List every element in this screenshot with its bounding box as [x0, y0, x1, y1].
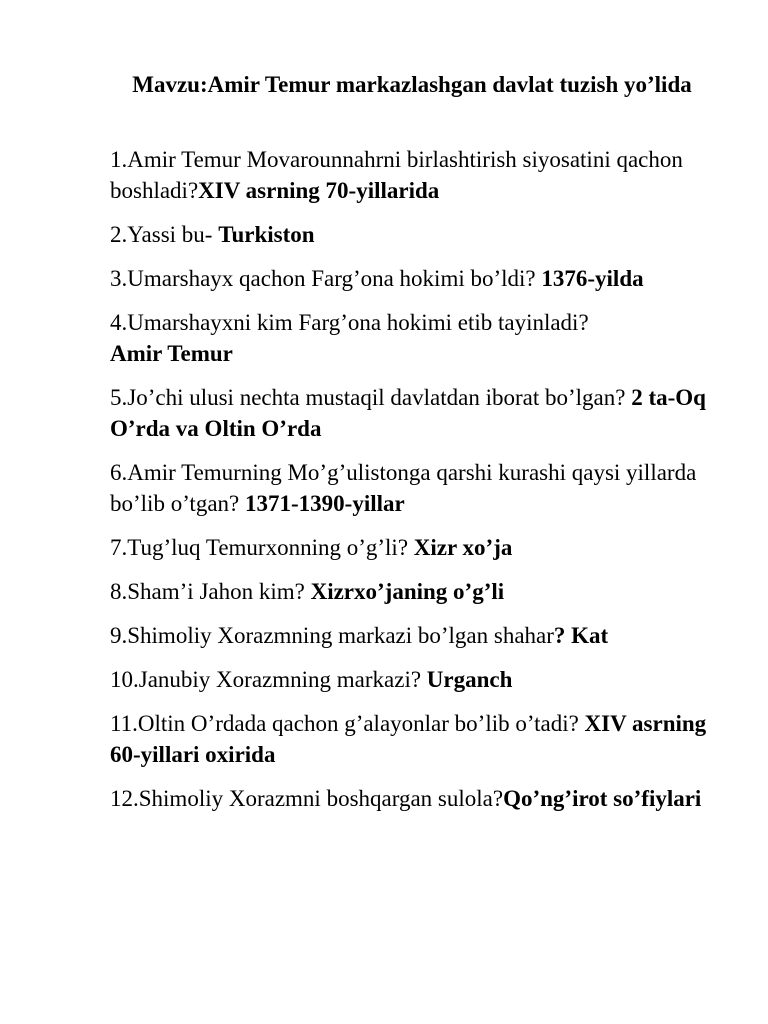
question-text: 8.Sham’i Jahon kim? — [110, 579, 311, 604]
answer-text: Xizr xo’ja — [413, 535, 513, 560]
list-item — [110, 457, 714, 519]
answer-text: Qo’ng’irot so’fiylari — [503, 786, 702, 811]
answer-text: XIV asrning 70-yillarida — [198, 178, 440, 203]
question-text: 10.Janubiy Xorazmning markazi? — [110, 667, 427, 692]
answer-text: XIV asrning 60-yillari oxirida — [110, 711, 707, 767]
question-list — [110, 144, 714, 827]
list-item — [110, 620, 714, 651]
question-text: 2.Yassi bu- — [110, 222, 219, 247]
question-text: 4.Umarshayxni kim Farg’ona hokimi etib tayinladi? — [110, 310, 589, 335]
question-text: 6.Amir Temurning Mo’g’ulistonga qarshi kurashi qaysi yillarda bo’lib o’tgan? — [110, 460, 697, 516]
question-text: 11.Oltin O’rdada qachon g’alayonlar bo’lib o’tadi? — [110, 711, 585, 736]
question-text: 1.Amir Temur Movarounnahrni birlashtirish siyosatini qachon boshladi? — [110, 147, 683, 203]
answer-text: 2 ta-Oq O’rda va Oltin O’rda — [110, 385, 706, 441]
list-item — [110, 382, 714, 444]
list-item — [110, 144, 714, 206]
list-item — [110, 307, 714, 369]
answer-text: Amir Temur — [110, 341, 233, 366]
list-item — [110, 664, 714, 695]
question-text: 3.Umarshayx qachon Farg’ona hokimi bo’ldi? — [110, 266, 542, 291]
question-text: 12.Shimoliy Xorazmni boshqargan sulola? — [110, 786, 504, 811]
list-item — [110, 783, 714, 814]
question-text: 5.Jo’chi ulusi nechta mustaqil davlatdan iborat bo’lgan? — [110, 385, 632, 410]
list-item — [110, 532, 714, 563]
answer-text: ? Kat — [553, 623, 609, 648]
answer-text: 1371-1390-yillar — [245, 491, 405, 516]
list-item — [110, 219, 714, 250]
list-item — [110, 576, 714, 607]
answer-text: 1376-yilda — [541, 266, 644, 291]
list-item — [110, 263, 714, 294]
list-item — [110, 708, 714, 770]
document-title: Mavzu:Amir Temur markazlashgan davlat tuzish yo’lida — [132, 72, 692, 97]
question-text: 9.Shimoliy Xorazmning markazi bo’lgan shahar — [110, 623, 554, 648]
answer-text: Xizrxo’janing o’g’li — [310, 579, 505, 604]
answer-text: Urganch — [426, 667, 513, 692]
question-text: 7.Tug’luq Temurxonning o’g’li? — [110, 535, 414, 560]
answer-text: Turkiston — [218, 222, 315, 247]
